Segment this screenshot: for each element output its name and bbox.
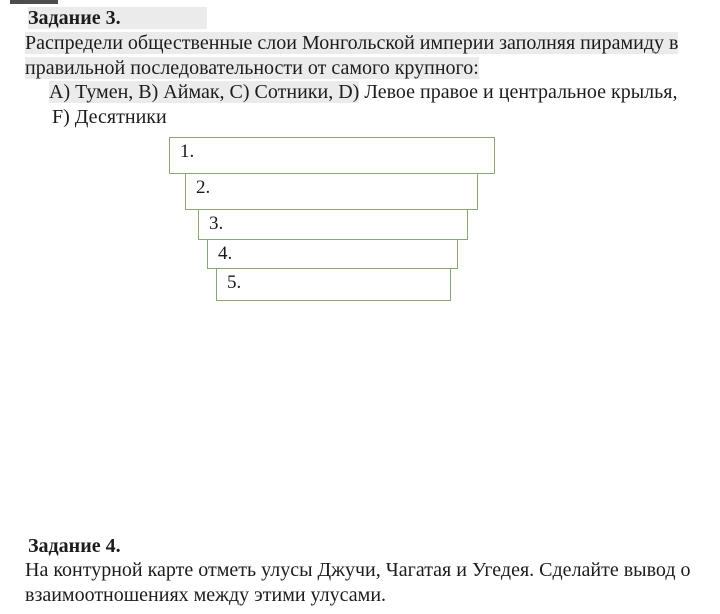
pyramid-slot-1-label: 1. (180, 141, 195, 162)
cropped-edge-artifact (10, 0, 58, 4)
task4-title: Задание 4. (28, 535, 121, 557)
task3-options-highlighted: А) Тумен, В) Аймак, С) Сотники, D) (49, 81, 360, 103)
task4-instruction-line2: взаимоотношениях между этими улусами. (25, 584, 387, 606)
task3-title (28, 6, 207, 30)
task3-options-rest: Левое правое и центральное крылья, (359, 81, 678, 103)
pyramid-slot-4[interactable] (207, 239, 458, 269)
pyramid-slot-4-label: 4. (218, 243, 233, 264)
pyramid-slot-3-label: 3. (209, 213, 224, 234)
task3-instruction-line2: правильной последовательности от самого крупного: (25, 57, 479, 79)
task3-title-text: Задание 3. (28, 7, 207, 29)
pyramid-slot-5[interactable] (216, 268, 451, 301)
task3-instruction-line1: Распредели общественные слои Монгольской империи заполняя пирамиду в (25, 32, 679, 54)
pyramid-slot-2[interactable] (185, 173, 478, 210)
task3-options-line2: F) Десятники (52, 106, 167, 128)
pyramid-slot-3[interactable] (198, 209, 468, 240)
pyramid-slot-5-label: 5. (227, 272, 242, 293)
pyramid-slot-2-label: 2. (196, 177, 211, 198)
pyramid-slot-1[interactable] (169, 137, 495, 174)
task3-options-line1 (49, 80, 677, 104)
task4-instruction-line1: На контурной карте отметь улусы Джучи, Чагатая и Угедея. Сделайте вывод о (25, 559, 691, 581)
